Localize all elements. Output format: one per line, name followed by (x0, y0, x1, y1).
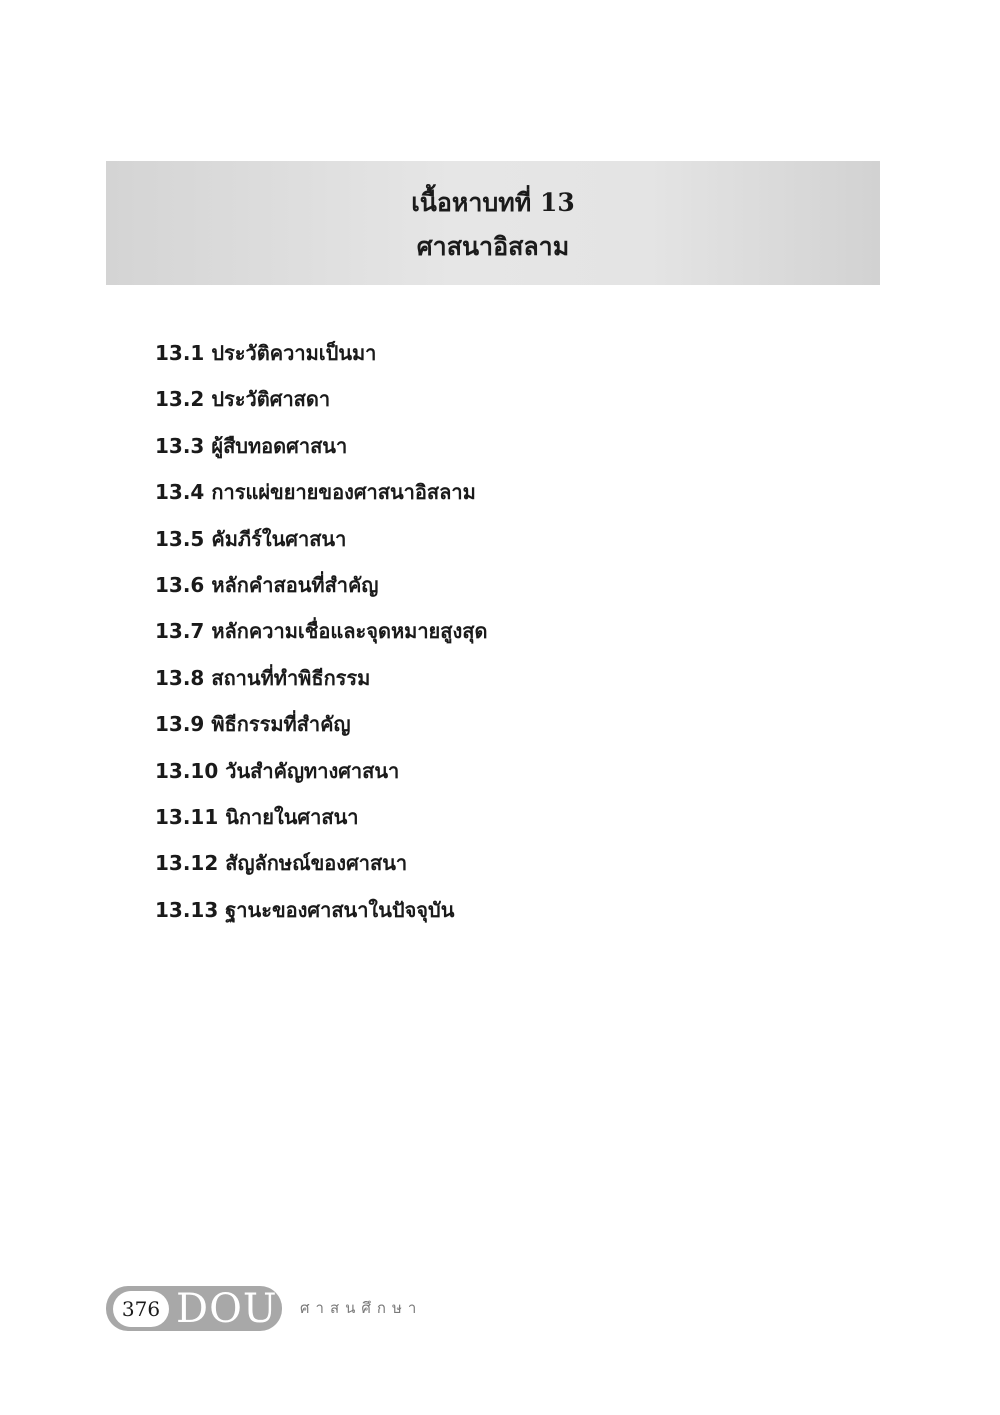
toc-item-title: ฐานะของศาสนาในปัจจุบัน (225, 897, 455, 922)
page-number: 376 (113, 1291, 169, 1327)
toc-item-number: 13.8 (155, 665, 205, 690)
toc-item-title: คัมภีร์ในศาสนา (211, 526, 347, 551)
toc-item-title: หลักคำสอนที่สำคัญ (211, 572, 379, 597)
toc-item-number: 13.2 (155, 387, 205, 412)
toc-item-number: 13.3 (155, 433, 205, 458)
toc-item-13-12 (155, 847, 487, 893)
chapter-name-title: ศาสนาอิสลาม (416, 232, 570, 261)
toc-item-13-4 (155, 476, 487, 522)
toc-item-number: 13.12 (155, 851, 219, 876)
toc-item-title: สัญลักษณ์ของศาสนา (225, 851, 408, 876)
toc-item-title: ประวัติศาสดา (211, 387, 331, 412)
toc-item-13-1 (155, 337, 487, 383)
toc-item-13-9 (155, 708, 487, 754)
toc-item-13-8 (155, 662, 487, 708)
toc-item-number: 13.4 (155, 480, 205, 505)
toc-item-title: วันสำคัญทางศาสนา (225, 758, 400, 783)
footer-page-badge (106, 1286, 282, 1331)
toc-item-number: 13.9 (155, 712, 205, 737)
toc-item-13-2 (155, 383, 487, 429)
toc-item-number: 13.10 (155, 758, 219, 783)
toc-item-title: สถานที่ทำพิธีกรรม (211, 665, 371, 690)
dou-logo: DOU (176, 1286, 278, 1332)
toc-item-13-7 (155, 615, 487, 661)
toc-item-13-10 (155, 755, 487, 801)
toc-item-number: 13.1 (155, 341, 205, 365)
toc-item-number: 13.5 (155, 526, 205, 551)
toc-item-13-13 (155, 894, 487, 940)
toc-item-13-11 (155, 801, 487, 847)
toc-item-title: ผู้สืบทอดศาสนา (211, 433, 348, 458)
toc-item-13-3 (155, 430, 487, 476)
table-of-contents (155, 337, 487, 940)
toc-item-number: 13.6 (155, 572, 205, 597)
toc-item-title: นิกายในศาสนา (225, 804, 359, 829)
footer-book-title: ศาสนศึกษา (300, 1299, 423, 1317)
toc-item-title: หลักความเชื่อและจุดหมายสูงสุด (211, 619, 488, 644)
toc-item-13-6 (155, 569, 487, 615)
toc-item-number: 13.7 (155, 619, 205, 644)
toc-item-title: พิธีกรรมที่สำคัญ (211, 712, 351, 737)
toc-item-13-5 (155, 523, 487, 569)
toc-item-title: การแผ่ขยายของศาสนาอิสลาม (211, 480, 476, 505)
toc-item-number: 13.11 (155, 804, 219, 829)
chapter-number-title: เนื้อหาบทที่ 13 (411, 188, 575, 217)
toc-item-title: ประวัติความเป็นมา (211, 341, 377, 365)
toc-item-number: 13.13 (155, 897, 219, 922)
chapter-header-band (106, 161, 880, 285)
